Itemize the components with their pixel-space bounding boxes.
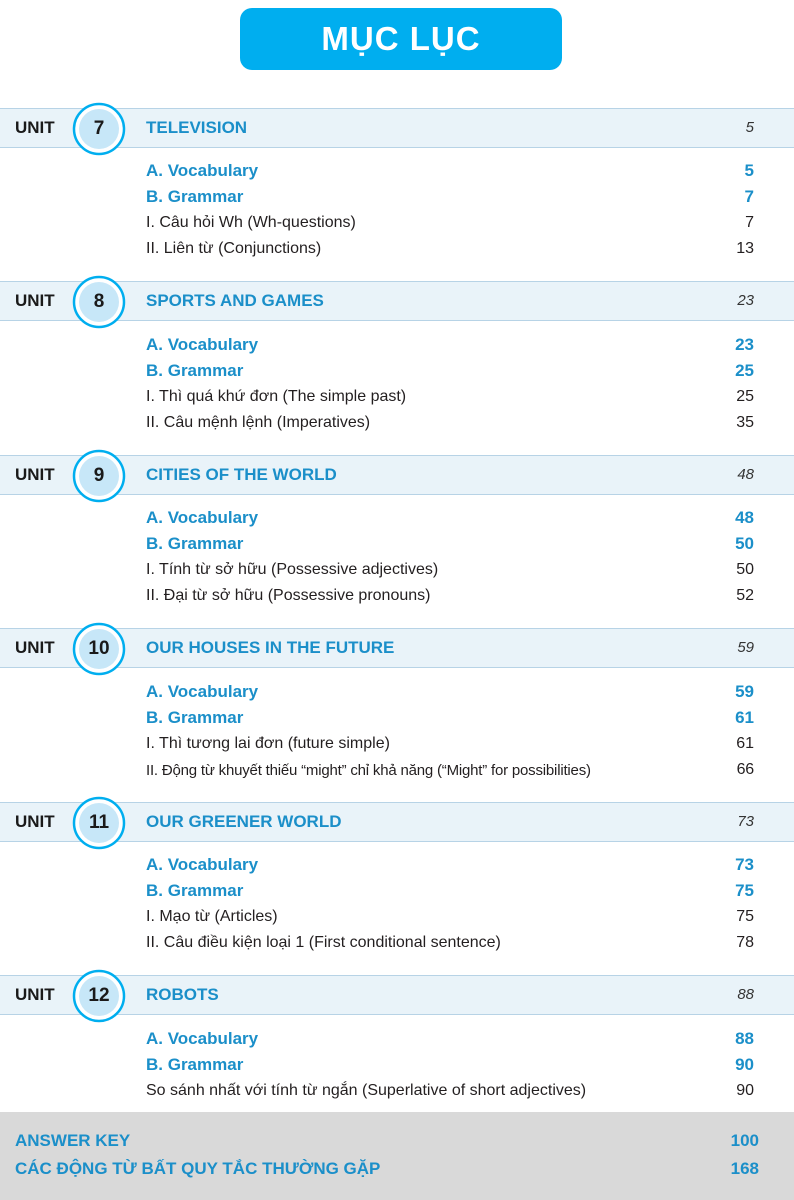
- entry-page: 78: [736, 934, 754, 951]
- unit-page: 5: [745, 119, 754, 136]
- entry-text: I. Thì tương lai đơn (future simple): [146, 735, 390, 752]
- unit-title[interactable]: ROBOTS: [146, 985, 219, 1004]
- entry-page: 25: [736, 388, 754, 405]
- entry-text: II. Câu điều kiện loại 1 (First conditional sentence): [146, 934, 501, 951]
- entry-text: B. Grammar: [146, 534, 244, 553]
- entry-text: I. Thì quá khứ đơn (The simple past): [146, 388, 407, 405]
- unit-title[interactable]: TELEVISION: [146, 118, 248, 137]
- entry-text: II. Liên từ (Conjunctions): [146, 240, 322, 257]
- entry-page: 61: [735, 708, 754, 727]
- entry-text: CÁC ĐỘNG TỪ BẤT QUY TẮC THƯỜNG GẶP: [15, 1159, 381, 1178]
- entry-page: 61: [736, 735, 754, 752]
- unit-header[interactable]: [0, 108, 794, 148]
- entry-page: 90: [735, 1055, 754, 1074]
- entry-text: B. Grammar: [146, 1055, 244, 1074]
- entry-page: 52: [736, 587, 754, 604]
- unit-page: 73: [737, 813, 754, 830]
- entry-page: 90: [736, 1082, 754, 1099]
- toc-entry-vocabulary[interactable]: [146, 680, 754, 704]
- entry-text: I. Mạo từ (Articles): [146, 908, 278, 925]
- toc-entry-grammar[interactable]: [146, 1053, 754, 1077]
- entry-page: 50: [736, 561, 754, 578]
- entry-page: 168: [730, 1159, 759, 1178]
- unit-number-badge: [72, 969, 126, 1023]
- unit-header[interactable]: [0, 281, 794, 321]
- unit-number-badge: [72, 796, 126, 850]
- entry-text: A. Vocabulary: [146, 335, 259, 354]
- toc-entry[interactable]: [146, 732, 754, 756]
- unit-number-badge: [72, 622, 126, 676]
- unit-page: 59: [737, 639, 754, 656]
- unit-number: 11: [88, 812, 110, 833]
- toc-entry[interactable]: [146, 758, 754, 782]
- toc-entry[interactable]: [146, 558, 754, 582]
- entry-page: 88: [735, 1029, 754, 1048]
- entry-page: 73: [735, 855, 754, 874]
- unit-label: UNIT: [15, 465, 55, 484]
- entry-page: 5: [744, 161, 754, 180]
- entry-page: 59: [735, 682, 754, 701]
- unit-label: UNIT: [15, 291, 55, 310]
- unit-label: UNIT: [15, 118, 55, 137]
- unit-header[interactable]: [0, 975, 794, 1015]
- toc-entry-vocabulary[interactable]: [146, 506, 754, 530]
- toc-entry[interactable]: [146, 931, 754, 955]
- toc-entry-grammar[interactable]: [146, 532, 754, 556]
- toc-entry[interactable]: [146, 385, 754, 409]
- entry-page: 100: [730, 1131, 759, 1150]
- entry-page: 75: [735, 881, 754, 900]
- toc-entry-irregular-verbs[interactable]: [15, 1156, 759, 1182]
- unit-number: 7: [93, 118, 105, 139]
- entry-text: B. Grammar: [146, 187, 244, 206]
- toc-entry-vocabulary[interactable]: [146, 159, 754, 183]
- unit-header[interactable]: [0, 628, 794, 668]
- entry-text: A. Vocabulary: [146, 1029, 259, 1048]
- toc-entry-grammar[interactable]: [146, 706, 754, 730]
- entry-text: B. Grammar: [146, 881, 244, 900]
- entry-page: 7: [744, 187, 754, 206]
- entry-text: A. Vocabulary: [146, 508, 259, 527]
- toc-entry-vocabulary[interactable]: [146, 333, 754, 357]
- entry-text: B. Grammar: [146, 708, 244, 727]
- unit-header[interactable]: [0, 455, 794, 495]
- unit-page: 88: [737, 986, 754, 1003]
- unit-number-badge: [72, 102, 126, 156]
- entry-text: A. Vocabulary: [146, 161, 259, 180]
- unit-label: UNIT: [15, 985, 55, 1004]
- entry-text: So sánh nhất với tính từ ngắn (Superlative of short adjectives): [146, 1082, 587, 1099]
- toc-entry[interactable]: [146, 237, 754, 261]
- entry-page: 35: [736, 414, 754, 431]
- entry-text: II. Đại từ sở hữu (Possessive pronouns): [146, 587, 431, 604]
- appendix-section: [0, 1112, 794, 1200]
- unit-label: UNIT: [15, 638, 55, 657]
- unit-title[interactable]: OUR HOUSES IN THE FUTURE: [146, 638, 395, 657]
- entry-text: ANSWER KEY: [15, 1131, 131, 1150]
- unit-title[interactable]: OUR GREENER WORLD: [146, 812, 342, 831]
- entry-page: 66: [736, 761, 754, 778]
- unit-number: 9: [93, 465, 105, 486]
- entry-text: II. Câu mệnh lệnh (Imperatives): [146, 414, 371, 431]
- toc-entry[interactable]: [146, 584, 754, 608]
- entry-text: I. Câu hỏi Wh (Wh-questions): [146, 214, 356, 231]
- unit-number: 12: [88, 985, 110, 1006]
- toc-entry-grammar[interactable]: [146, 359, 754, 383]
- unit-number-badge: [72, 449, 126, 503]
- entry-page: 7: [745, 214, 754, 231]
- entry-text: II. Động từ khuyết thiếu “might” chỉ khả năng (“Might” for possibilities): [146, 761, 591, 779]
- unit-page: 23: [737, 292, 754, 309]
- toc-entry[interactable]: [146, 211, 754, 235]
- unit-number: 8: [93, 291, 105, 312]
- toc-entry-grammar[interactable]: [146, 879, 754, 903]
- entry-text: B. Grammar: [146, 361, 244, 380]
- toc-entry[interactable]: [146, 411, 754, 435]
- unit-label: UNIT: [15, 812, 55, 831]
- entry-page: 50: [735, 534, 754, 553]
- entry-text: A. Vocabulary: [146, 855, 259, 874]
- entry-text: A. Vocabulary: [146, 682, 259, 701]
- toc-entry[interactable]: [146, 905, 754, 929]
- toc-entry-answer-key[interactable]: [15, 1128, 759, 1154]
- unit-header[interactable]: [0, 802, 794, 842]
- page-title: MỤC LỤC: [240, 8, 562, 70]
- entry-page: 13: [736, 240, 754, 257]
- toc-entry[interactable]: [146, 1079, 754, 1103]
- unit-title[interactable]: SPORTS AND GAMES: [146, 291, 324, 310]
- toc-entry-vocabulary[interactable]: [146, 853, 754, 877]
- entry-page: 48: [735, 508, 754, 527]
- unit-number: 10: [88, 638, 110, 659]
- unit-title[interactable]: CITIES OF THE WORLD: [146, 465, 337, 484]
- entry-page: 25: [735, 361, 754, 380]
- unit-number-badge: [72, 275, 126, 329]
- entry-page: 75: [736, 908, 754, 925]
- entry-page: 23: [735, 335, 754, 354]
- entry-text: I. Tính từ sở hữu (Possessive adjectives): [146, 561, 439, 578]
- toc-entry-grammar[interactable]: [146, 185, 754, 209]
- toc-entry-vocabulary[interactable]: [146, 1027, 754, 1051]
- unit-page: 48: [737, 466, 754, 483]
